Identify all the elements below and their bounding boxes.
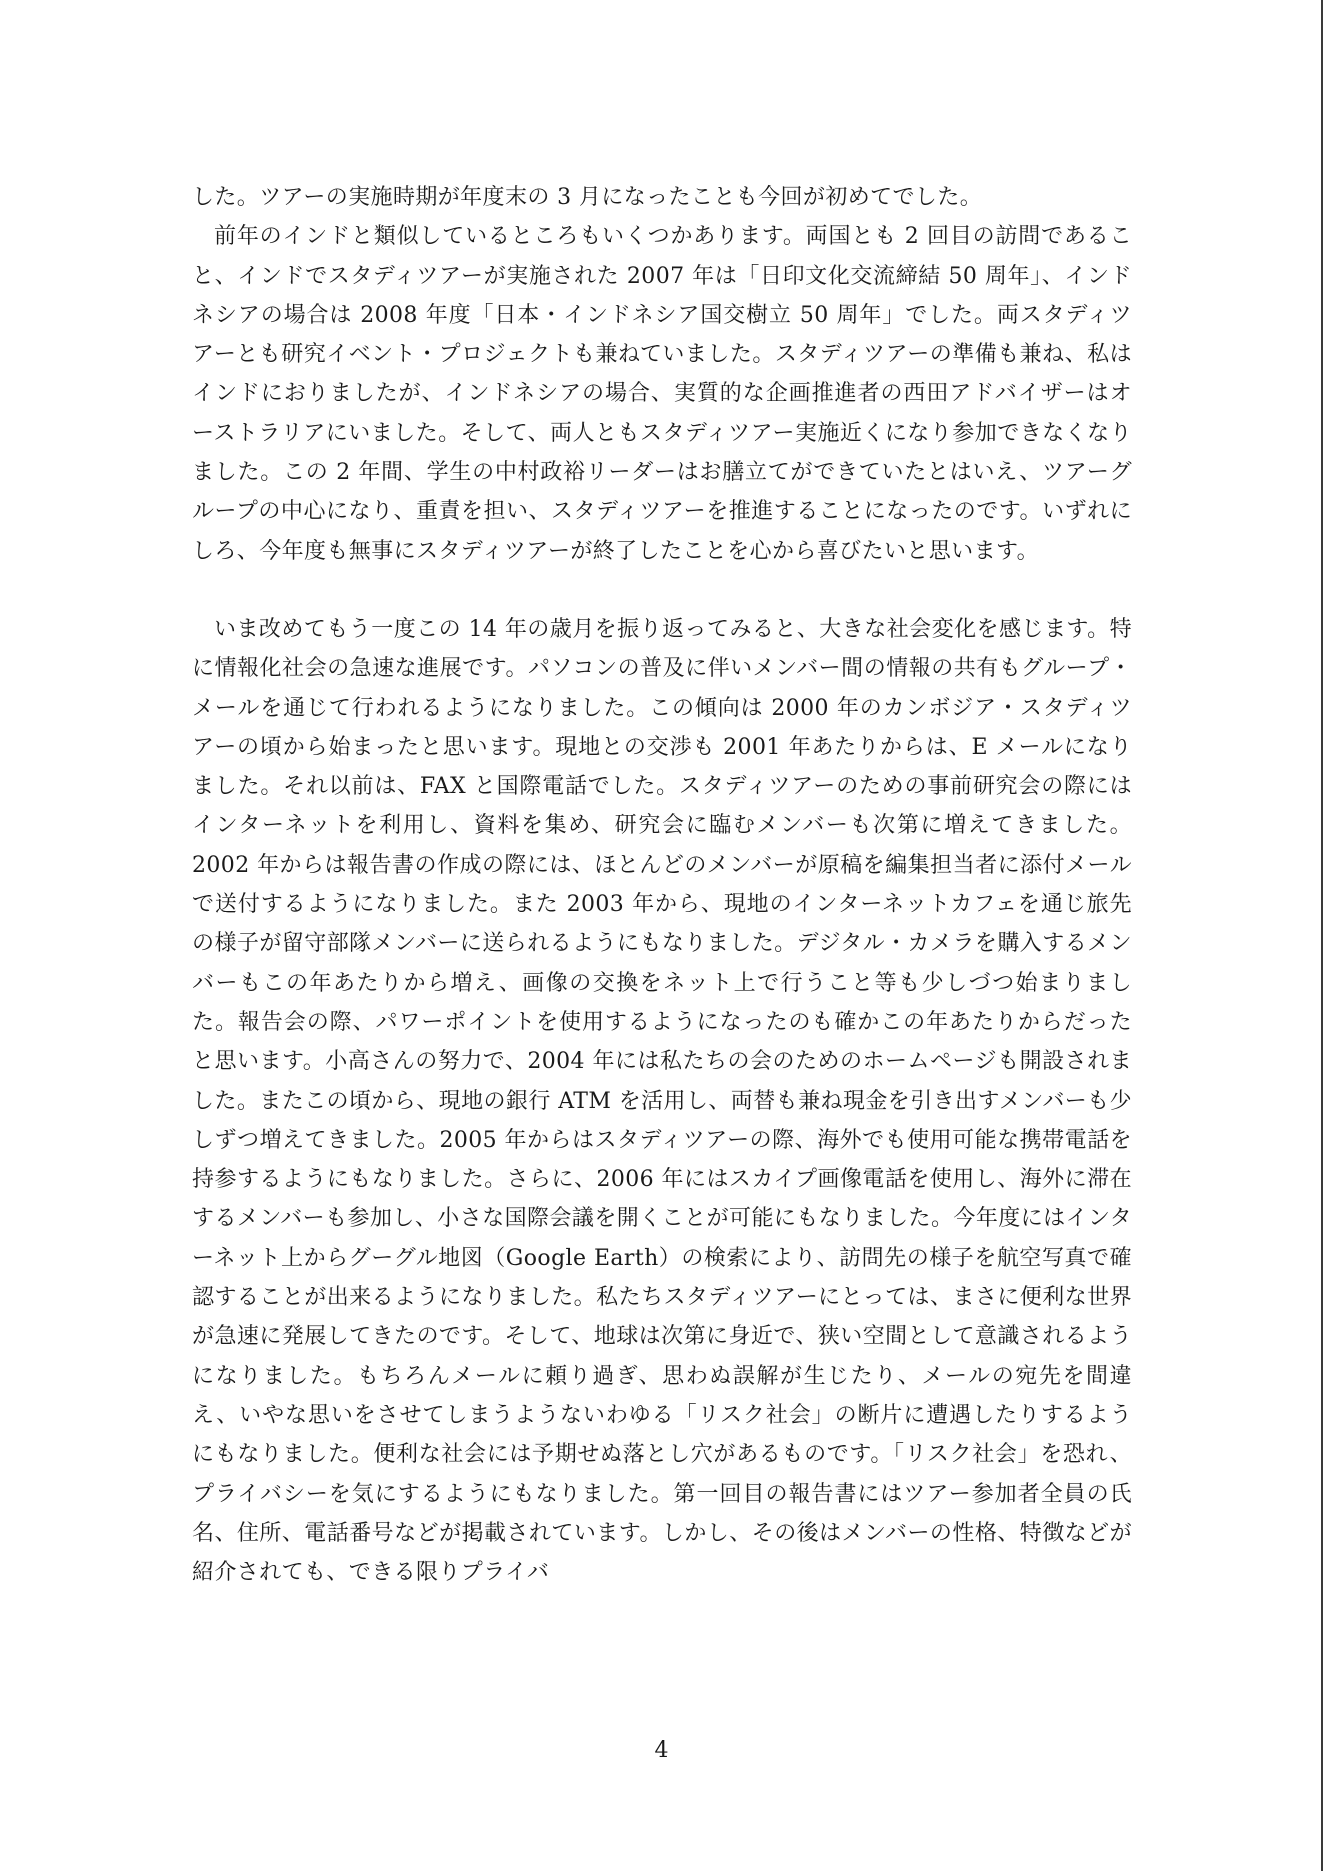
- body-text: [192, 178, 1132, 1592]
- page-number: 4: [654, 1738, 669, 1763]
- paragraph-continuation: した。ツアーの実施時期が年度末の 3 月になったことも今回が初めてでした。: [192, 185, 983, 210]
- paragraph-comparison: 前年のインドと類似しているところもいくつかあります。両国とも 2 回目の訪問であること、インドでスタディツアーが実施された 2007 年は「日印文化交流締結 50 周年」、インドネシアの場合は 2008 年度「日本・インドネシア国交樹立 50 周年」でした。両スタディツアーとも研究イベント・プロジェクトも兼ねていました。スタディツアーの準備も兼ね、私はインドにおりましたが、インドネシアの場合、実質的な企画推進者の西田アドバイザーはオーストラリアにいました。そして、両人ともスタディツアー実施近くになり参加できなくなりました。この 2 年間、学生の中村政裕リーダーはお膳立てができていたとはいえ、ツアーグループの中心になり、重責を担い、スタディツアーを推進することになったのです。いずれにしろ、今年度も無事にスタディツアーが終了したことを心から喜びたいと思います。: [192, 224, 1132, 564]
- paragraph-information-society: いま改めてもう一度この 14 年の歳月を振り返ってみると、大きな社会変化を感じます。特に情報化社会の急速な進展です。パソコンの普及に伴いメンバー間の情報の共有もグループ・メールを通じて行われるようになりました。この傾向は 2000 年のカンボジア・スタディツアーの頃から始まったと思います。現地との交渉も 2001 年あたりからは、E メールになりました。それ以前は、FAX と国際電話でした。スタディツアーのための事前研究会の際にはインターネットを利用し、資料を集め、研究会に臨むメンバーも次第に増えてきました。2002 年からは報告書の作成の際には、ほとんどのメンバーが原稿を編集担当者に添付メールで送付するようになりました。また 2003 年から、現地のインターネットカフェを通じ旅先の様子が留守部隊メンバーに送られるようにもなりました。デジタル・カメラを購入するメンバーもこの年あたりから増え、画像の交換をネット上で行うこと等も少しづつ始まりました。報告会の際、パワーポイントを使用するようになったのも確かこの年あたりからだったと思います。小高さんの努力で、2004 年には私たちの会のためのホームページも開設されました。またこの頃から、現地の銀行 ATM を活用し、両替も兼ね現金を引き出すメンバーも少しずつ増えてきました。2005 年からはスタディツアーの際、海外でも使用可能な携帯電話を持参するようにもなりました。さらに、2006 年にはスカイプ画像電話を使用し、海外に滞在するメンバーも参加し、小さな国際会議を開くことが可能にもなりました。今年度にはインターネット上からグーグル地図（Google Earth）の検索により、訪問先の様子を航空写真で確認することが出来るようになりました。私たちスタディツアーにとっては、まさに便利な世界が急速に発展してきたのです。そして、地球は次第に身近で、狭い空間として意識されるようになりました。もちろんメールに頼り過ぎ、思わぬ誤解が生じたり、メールの宛先を間違え、いやな思いをさせてしまうようないわゆる「リスク社会」の断片に遭遇したりするようにもなりました。便利な社会には予期せぬ落とし穴があるものです。「リスク社会」を恐れ、プライバシーを気にするようにもなりました。第一回目の報告書にはツアー参加者全員の氏名、住所、電話番号などが掲載されています。しかし、その後はメンバーの性格、特徴などが紹介されても、できる限りプライバ: [192, 616, 1132, 1586]
